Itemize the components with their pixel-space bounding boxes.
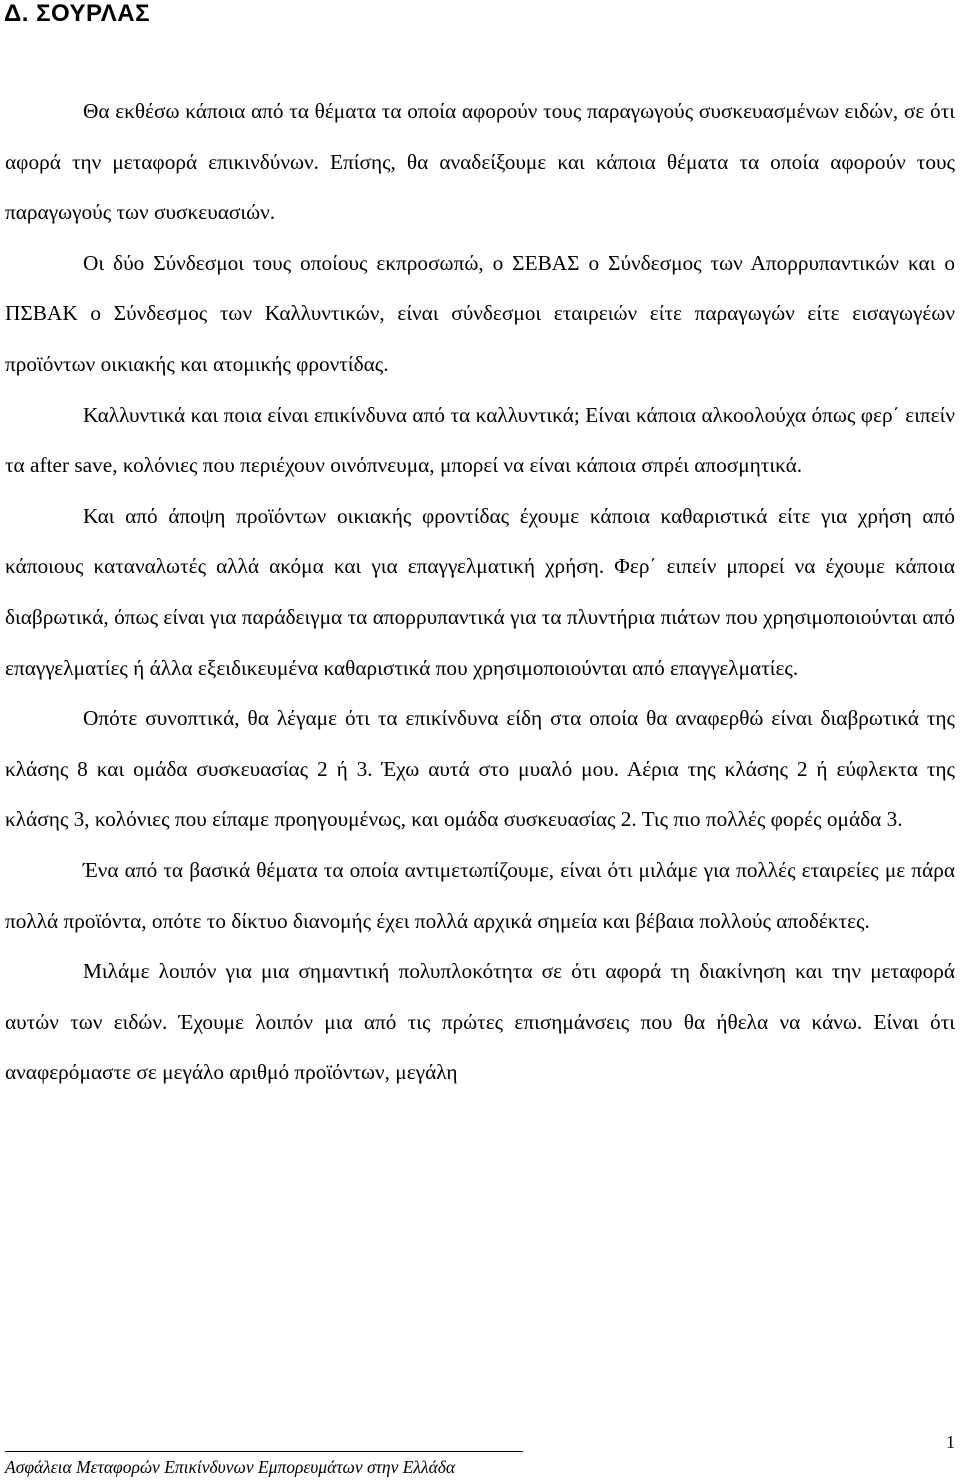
footer-title: Ασφάλεια Μεταφορών Επικίνδυνων Εμπορευμάτων στην Ελλάδα [5,1457,456,1477]
footer-divider [5,1451,523,1452]
paragraph: Ένα από τα βασικά θέματα τα οποία αντιμετωπίζουμε, είναι ότι μιλάμε για πολλές εταιρείες με πάρα πολλά προϊόντα, οπότε το δίκτυο διανομής έχει πολλά αρχικά σημεία και βέβαια πολλούς αποδέκτες. [5,857,955,933]
paragraph: Οπότε συνοπτικά, θα λέγαμε ότι τα επικίνδυνα είδη στα οποία θα αναφερθώ είναι διαβρωτικά της κλάσης 8 και ομάδα συσκευασίας 2 ή 3. Έχω αυτά στο μυαλό μου. Αέρια της κλάσης 2 ή εύφλεκτα της κλάσης 3, κολόνιες που είπαμε προηγουμένως, και ομάδα συσκευασίας 2. Τις πιο πολλές φορές ομάδα 3. [5,706,955,832]
paragraph: Και από άποψη προϊόντων οικιακής φροντίδας έχουμε κάποια καθαριστικά είτε για χρήση από κάποιους καταναλωτές αλλά ακόμα και για επαγγελματική χρήση. Φερ΄ ειπείν μπορεί να έχουμε κάποια διαβρωτικά, όπως είναι για παράδειγμα τα απορρυπαντικά για τα πλυντήρια πιάτων που χρησιμοποιούνται από επαγγελματίες ή άλλα εξειδικευμένα καθαριστικά που χρησιμοποιούνται από επαγγελματίες. [5,503,955,680]
document-body [5,86,955,1098]
page-number: 1 [946,1432,955,1452]
paragraph: Οι δύο Σύνδεσμοι τους οποίους εκπροσωπώ, ο ΣΕΒΑΣ ο Σύνδεσμος των Απορρυπαντικών και ο ΠΣΒΑΚ ο Σύνδεσμος των Καλλυντικών, είναι σύνδεσμοι εταιρειών είτε παραγωγών είτε εισαγωγέων προϊόντων οικιακής και ατομικής φροντίδας. [5,250,955,376]
paragraph: Θα εκθέσω κάποια από τα θέματα τα οποία αφορούν τους παραγωγούς συσκευασμένων ειδών, σε ότι αφορά την μεταφορά επικινδύνων. Επίσης, θα αναδείξουμε και κάποια θέματα τα οποία αφορούν τους παραγωγούς των συσκευασιών. [5,99,955,225]
paragraph: Μιλάμε λοιπόν για μια σημαντική πολυπλοκότητα σε ότι αφορά τη διακίνηση και την μεταφορά αυτών των ειδών. Έχουμε λοιπόν μια από τις πρώτες επισημάνσεις που θα ήθελα να κάνω. Είναι ότι αναφερόμαστε σε μεγάλο αριθμό προϊόντων, μεγάλη [5,959,955,1085]
document-heading: Δ. ΣΟΥΡΛΑΣ [4,0,150,27]
paragraph: Καλλυντικά και ποια είναι επικίνδυνα από τα καλλυντικά; Είναι κάποια αλκοολούχα όπως φερ΄ ειπείν τα after save, κολόνιες που περιέχουν οινόπνευμα, μπορεί να είναι κάποια σπρέι αποσμητικά. [5,402,955,478]
